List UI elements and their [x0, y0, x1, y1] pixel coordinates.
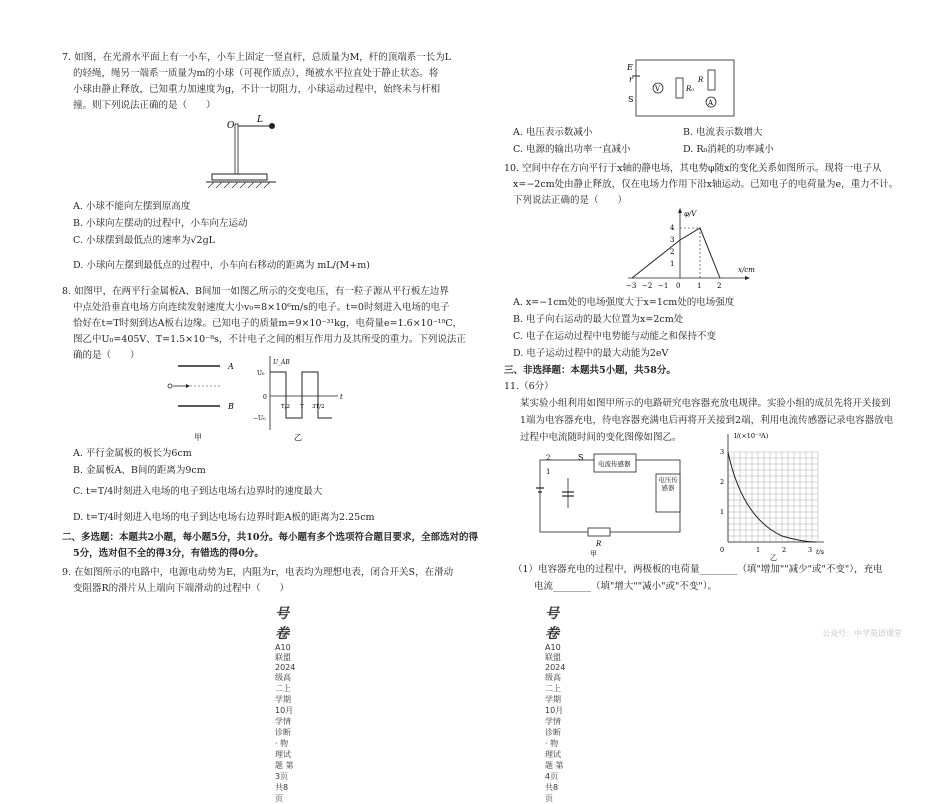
resistor-r	[588, 528, 610, 536]
q10-option-d: D. 电子运动过程中的最大动能为2eV	[513, 348, 669, 359]
switch-s: S	[578, 453, 584, 462]
cart	[212, 174, 267, 180]
brand-logo-right: 号卷	[545, 606, 559, 642]
q7-option-a: A. 小球不能向左摆到原高度	[73, 201, 191, 212]
x-tick-1: 1	[697, 282, 702, 290]
q10-option-b: B. 电子向右运动的最大位置为x=2cm处	[513, 314, 684, 325]
left-footer-text: A10联盟2024级高二上学期10月学情诊断 · 物理试题 第3页 共8页	[275, 643, 296, 803]
circuit-outline	[636, 60, 734, 116]
q8-option-c: C. t=T/4时刻进入电场的电子到达电场右边界时的速度最大	[73, 486, 323, 497]
q9-option-a: A. 电压表示数减小	[513, 127, 593, 138]
q8-figure	[160, 352, 360, 446]
section2-heading-line2: 5分，选对但不全的得3分，有错选的得0分。	[73, 548, 264, 559]
electron-arrowhead	[186, 384, 190, 388]
watermark: 公众号：中学英语课堂	[822, 629, 902, 638]
q11-it-graph	[712, 430, 842, 560]
t-tick-2: 2	[782, 546, 787, 554]
q8-stem-line4: 图乙中U₀=405V、T=1.5×10⁻⁸s，不计电子之间的相互作用力及其所受的重力。下列说法正	[73, 334, 466, 345]
q10-option-a: A. x=−1cm处的电场强度大于x=1cm处的电场强度	[513, 297, 735, 308]
section3-heading: 三、非选择题：本题共5小题，共58分。	[504, 365, 676, 376]
q7-stem-line2: 的轻绳，绳另一端系一质量为m的小球（可视作质点），绳被水平拉直处于静止状态。将	[73, 68, 439, 79]
voltage-sensor-label: 电压传感器	[658, 476, 678, 492]
x-tick-m1: −1	[658, 282, 669, 290]
tick-t: T	[300, 404, 304, 410]
t-tick-3: 3	[808, 546, 813, 554]
q10-figure	[620, 206, 770, 290]
phi-arrowhead	[678, 208, 682, 213]
r0-label: R₀	[686, 85, 695, 93]
q8-option-a: A. 平行金属板的板长为6cm	[73, 448, 192, 459]
q8-option-b: B. 金属板A、B间的距离为9cm	[73, 465, 206, 476]
y-tick-2: 2	[670, 248, 675, 256]
q8-stem-line3: 恰好在t=T时刻到达A板右边缘。已知电子的质量m=9×10⁻³¹kg，电荷量e=1.6×10⁻¹⁹C，	[73, 318, 463, 329]
brand-logo-left: 号卷	[275, 606, 289, 642]
q7-stem-line1: 7. 如图，在光滑水平面上有一小车，小车上固定一竖直杆，总质量为M，杆的顶端系一长为L	[62, 52, 452, 63]
q7-figure	[200, 112, 290, 194]
q8-stem-line5: 确的是（ ）	[73, 350, 140, 361]
voltage-sensor-fo	[658, 476, 678, 510]
q7-stem-line4: 撞。则下列说法正确的是（ ）	[73, 100, 216, 111]
q7-stem-line3: 小球由静止释放，已知重力加速度为g，不计一切阻力，小球运动过程中，始终未与杆相	[73, 84, 441, 95]
phi-label: φ/V	[684, 210, 697, 218]
left-footer	[275, 603, 295, 804]
pole	[235, 124, 238, 176]
right-footer-text: A10联盟2024级高二上学期10月学情诊断 · 物理试题 第4页 共8页	[545, 643, 566, 803]
voltmeter-v: V	[655, 85, 661, 93]
q11-stem-line3: 过程中电流随时间的变化图像如图乙。	[520, 432, 682, 443]
q8-label-jia: 甲	[194, 433, 202, 442]
discharge-curve	[728, 452, 816, 542]
x-tick-2: 2	[717, 282, 722, 290]
current-sensor-label: 电流传感器	[598, 460, 631, 468]
q9-circuit	[628, 56, 738, 120]
q7-option-b: B. 小球向左摆动的过程中，小车向左运动	[73, 218, 248, 229]
q10-stem-line3: 下列说法正确的是（ ）	[513, 195, 628, 206]
x-tick-m2: −2	[642, 282, 653, 290]
resistor-r0	[676, 78, 683, 98]
ammeter-a: A	[708, 99, 714, 107]
q10-stem-line1: 10. 空间中存在方向平行于x轴的静电场，其电势φ随x的变化关系如图所示。现将一电子从	[504, 163, 882, 174]
i-tick-1: 1	[720, 508, 725, 516]
q11-stem-line1: 某实验小组利用如图甲所示的电路研究电容器充放电规律。实验小组的成员先将开关接到	[520, 398, 891, 409]
q7-option-c: C. 小球摆到最低点的速率为√2gL	[73, 235, 215, 246]
q11-label-jia: 甲	[590, 550, 597, 558]
t-axis-label: t/s	[816, 548, 825, 556]
node-1: 1	[546, 468, 551, 476]
q7-fig-O: O	[227, 121, 235, 131]
u0-label: U₀	[257, 370, 265, 377]
plate-b-label: B	[228, 402, 234, 411]
section2-heading-line1: 二、多选题：本题共2小题，每小题5分，共10分。每小题有多个选项符合题目要求，全部选对的得	[62, 532, 478, 543]
q8-stem-line1: 8. 如图甲，在两平行金属板A、B间加一如图乙所示的交变电压，有一粒子源从平行板左边界	[62, 286, 449, 297]
q9-option-d: D. R₀消耗的功率减小	[683, 144, 774, 155]
q11-stem-line2: 1端为电容器充电，待电容器充满电后再将开关接到2端，利用电流传感器记录电容器放电	[520, 415, 894, 426]
q11-title: 11.（6分）	[504, 381, 554, 392]
x-tick-m3: −3	[626, 282, 637, 290]
neg-u0-label: −U₀	[253, 415, 266, 422]
circuit-s: S	[628, 95, 634, 104]
q7-fig-L: L	[257, 115, 263, 125]
q9-stem-line1: 9. 在如图所示的电路中，电源电动势为E，内阻为r，电表均为理想电表，闭合开关S，在滑动	[62, 567, 454, 578]
t-tick-0: 0	[720, 546, 725, 554]
right-footer	[545, 603, 565, 804]
q10-option-c: C. 电子在运动过程中电势能与动能之和保持不变	[513, 331, 716, 342]
node-2: 2	[546, 454, 551, 462]
q8-option-d: D. t=T/4时刻进入电场的电子到达电场右边界时距A板的距离为2.25cm	[73, 512, 375, 523]
i-axis-label: I/(×10⁻³A)	[734, 432, 769, 440]
q9-stem-line2: 变阻器R的滑片从上端向下端滑动的过程中（ ）	[73, 583, 290, 594]
q11-label-yi: 乙	[770, 554, 777, 562]
uab-label: U_AB	[273, 359, 290, 366]
q9-option-c: C. 电源的输出功率一直减小	[513, 144, 631, 155]
x-label: x/cm	[738, 266, 755, 274]
q8-label-yi: 乙	[294, 433, 302, 442]
q9-option-b: B. 电流表示数增大	[683, 127, 763, 138]
plate-a-label: A	[228, 362, 234, 371]
it-grid	[728, 452, 818, 542]
i-tick-3: 3	[720, 448, 725, 456]
rheostat-label: R	[698, 76, 704, 84]
voltage-waveform	[270, 372, 332, 418]
y-tick-4: 4	[670, 224, 675, 232]
zero-label: 0	[263, 394, 267, 401]
ground-hatch	[208, 182, 270, 188]
circuit-r: r	[629, 75, 633, 84]
y-tick-1: 1	[670, 260, 675, 268]
y-tick-3: 3	[670, 236, 675, 244]
tick-t2: T/2	[281, 404, 291, 410]
tick-3t2: 3T/2	[312, 404, 325, 410]
ball	[269, 123, 275, 129]
resistor-r-label: R	[596, 540, 602, 548]
q7-option-d: D. 小球向左摆到最低点的过程中，小车向右移动的距离为 mL/(M+m)	[73, 260, 370, 271]
t-tick-1: 1	[756, 546, 761, 554]
i-tick-2: 2	[720, 478, 725, 486]
q11-part1-line2: 电流________（填"增大""减小"或"不变"）。	[534, 581, 717, 592]
rheostat	[708, 70, 715, 90]
q8-stem-line2: 中点处沿垂直电场方向连续发射速度大小v₀=8×10⁶m/s的电子。t=0时刻进入电场的电子	[73, 302, 450, 313]
circuit-e: E	[627, 63, 633, 72]
x-tick-0: 0	[676, 282, 681, 290]
x-arrowhead	[745, 276, 750, 280]
t-label: t	[340, 393, 343, 401]
electron-source	[168, 384, 172, 388]
q10-stem-line2: x=−2cm处由静止释放，仅在电场力作用下沿x轴运动。已知电子的电荷量为e，重力不计。	[513, 179, 899, 190]
q11-circuit	[526, 448, 696, 558]
potential-curve	[632, 228, 720, 278]
q11-part1-line1: （1）电容器充电的过程中，两极板的电荷量________（填"增加""减少"或"不变"），充电	[513, 564, 883, 575]
